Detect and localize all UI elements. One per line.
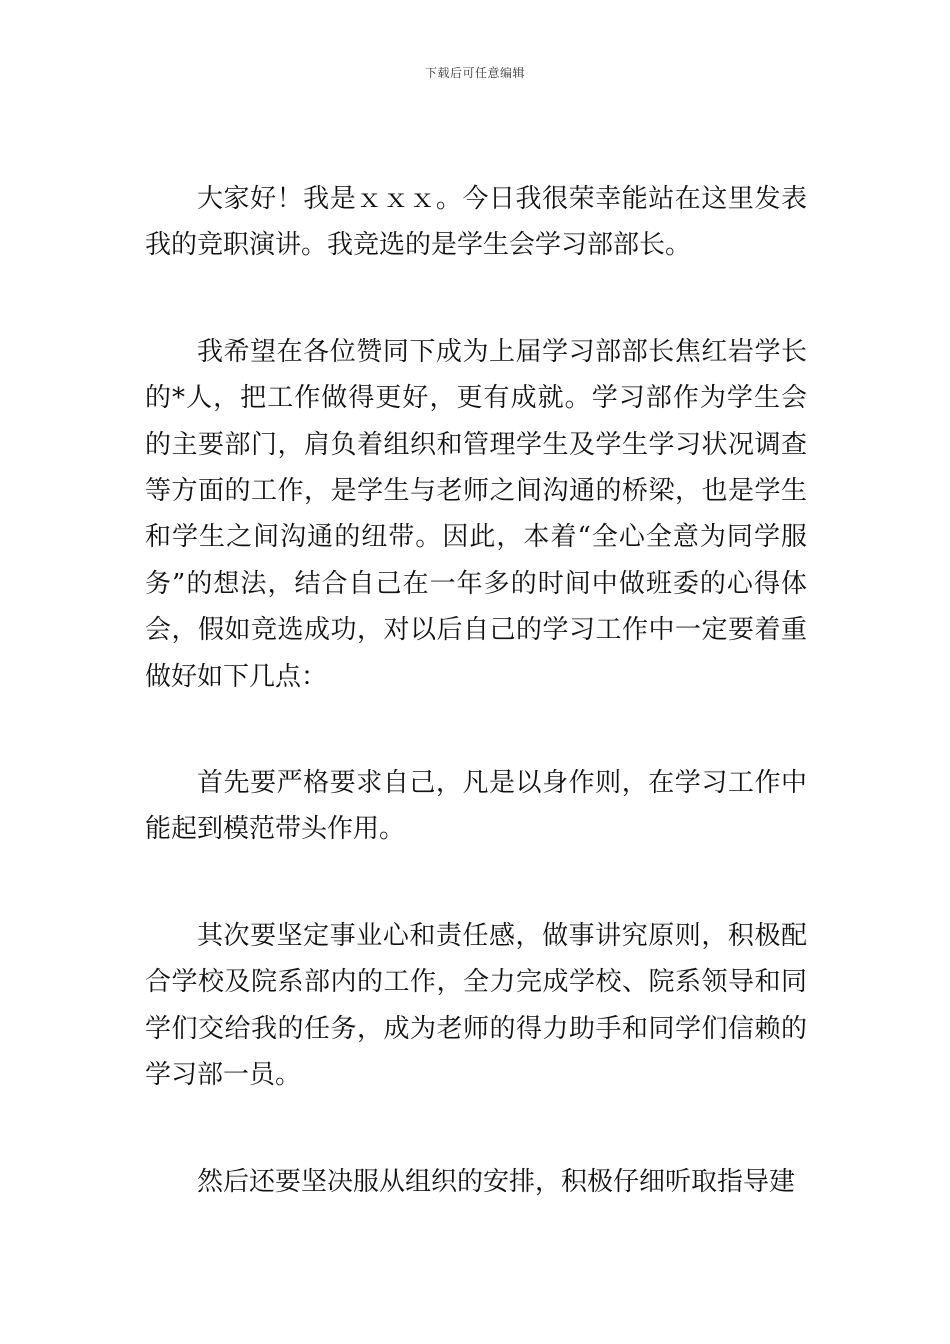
paragraph-hope: 我希望在各位赞同下成为上届学习部部长焦红岩学长的*人，把工作做得更好，更有成就。学习部作为学生会的主要部门，肩负着组织和管理学生及学生学习状况调查等方面的工作，是学生与老师之间沟通的桥梁，也是学生和学生之间沟通的纽带。因此，本着“全心全意为同学服务”的想法，结合自己在一年多的时间中做班委的心得体会，假如竞选成功，对以后自己的学习工作中一定要着重做好如下几点：: [145, 336, 807, 692]
page-header: 下载后可任意编辑: [424, 66, 525, 80]
paragraph-greeting: 大家好！我是ｘｘｘ。今日我很荣幸能站在这里发表我的竞职演讲。我竞选的是学生会学习部部长。: [145, 184, 807, 261]
document-body: [145, 176, 807, 1205]
paragraph-third-point: 然后还要坚决服从组织的安排，积极仔细听取指导建: [197, 1166, 796, 1197]
paragraph-first-point: 首先要严格要求自己，凡是以身作则，在学习工作中能起到模范带头作用。: [145, 768, 807, 845]
paragraph-second-point: 其次要坚定事业心和责任感，做事讲究原则，积极配合学校及院系部内的工作，全力完成学校、院系领导和同学们交给我的任务，成为老师的得力助手和同学们信赖的学习部一员。: [145, 920, 807, 1091]
